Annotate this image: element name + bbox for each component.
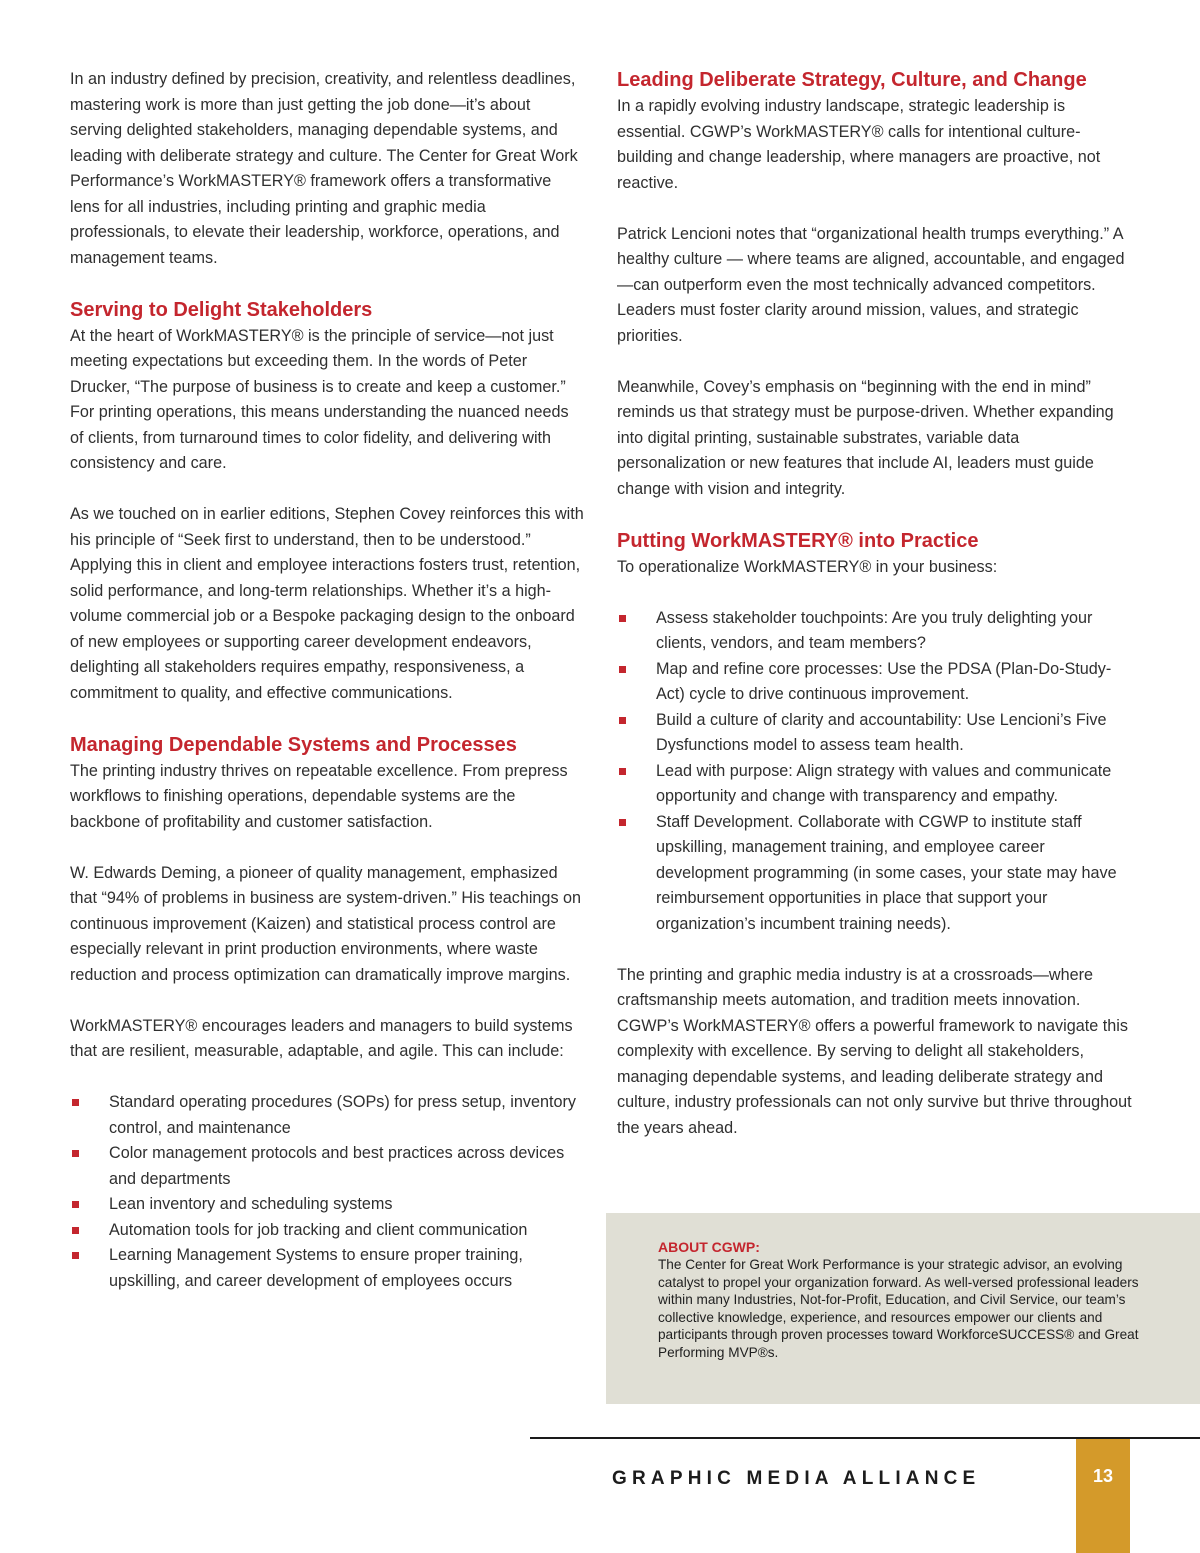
about-text: The Center for Great Work Performance is your strategic advisor, an evolving catalyst to propel your organization forward. As well-versed professional leaders within many Industries, Not-for-Profit, Education, and Civil Service, our team’s collective knowledge, experience, and resources empower our clients and participants through proven processes toward WorkforceSUCCESS® and Great Performing MVP®s.	[658, 1257, 1139, 1360]
page-number: 13	[1092, 1466, 1114, 1486]
page-number-tab	[1076, 1439, 1130, 1553]
systems-paragraph-3: WorkMASTERY® encourages leaders and managers to build systems that are resilient, measurable, adaptable, and agile. This can include:	[70, 1016, 573, 1060]
about-title: ABOUT CGWP:	[658, 1239, 760, 1255]
list-item-text: Map and refine core processes: Use the PDSA (Plan-Do-Study-Act) cycle to drive continuous improvement.	[656, 659, 1112, 703]
list-item-text: Lead with purpose: Align strategy with values and communicate opportunity and change with transparency and empathy.	[656, 761, 1112, 805]
about-cgwp-box	[606, 1213, 1200, 1404]
list-item-text: Build a culture of clarity and accountability: Use Lencioni’s Five Dysfunctions model to assess team health.	[656, 710, 1107, 754]
systems-bullet-list	[70, 1090, 585, 1294]
bullet-square-icon	[72, 1099, 79, 1106]
list-item-text: Assess stakeholder touchpoints: Are you truly delighting your clients, vendors, and team members?	[656, 608, 1093, 652]
right-column	[617, 67, 1132, 1141]
practice-bullet-list	[617, 606, 1132, 938]
bullet-square-icon	[619, 666, 626, 673]
list-item	[617, 708, 1132, 759]
list-item	[617, 810, 1132, 938]
bullet-square-icon	[619, 819, 626, 826]
serving-paragraph-2: As we touched on in earlier editions, Stephen Covey reinforces this with his principle of “Seek first to understand, then to be understood.” Applying this in client and employee interactions fosters trust, retention, solid performance, and long-term relationships. Whether it’s a high-volume commercial job or a Bespoke packaging design to the onboard of new employees or supporting career development endeavors, delighting all stakeholders requires empathy, responsiveness, a commitment to quality, and effective communications.	[70, 505, 584, 702]
list-item-text: Staff Development. Collaborate with CGWP to institute staff upskilling, management training, and employee career development programming (in some cases, your state may have reimbursement opportunities in place that support your organization’s incumbent training needs).	[656, 812, 1117, 933]
bullet-square-icon	[619, 768, 626, 775]
list-item	[70, 1141, 585, 1192]
serving-paragraph-1: At the heart of WorkMASTERY® is the principle of service—not just meeting expectations but exceeding them. In the words of Peter Drucker, “The purpose of business is to create and keep a customer.” For printing operations, this means understanding the nuanced needs of clients, from turnaround times to color fidelity, and delivering with consistency and care.	[70, 326, 569, 472]
list-item-text: Lean inventory and scheduling systems	[109, 1195, 393, 1213]
closing-paragraph: The printing and graphic media industry is at a crossroads—where craftsmanship meets automation, and tradition meets innovation. CGWP’s WorkMASTERY® offers a powerful framework to navigate this complexity with excellence. By serving to delight all stakeholders, managing dependable systems, and leading deliberate strategy and culture, industry professionals can not only survive but thrive throughout the years ahead.	[617, 965, 1132, 1137]
list-item	[617, 606, 1132, 657]
serving-heading: Serving to Delight Stakeholders	[70, 298, 373, 321]
systems-paragraph-1: The printing industry thrives on repeatable excellence. From prepress workflows to finishing operations, dependable systems are the backbone of profitability and customer satisfaction.	[70, 761, 568, 831]
intro-paragraph: In an industry defined by precision, creativity, and relentless deadlines, mastering work is more than just getting the job done—it’s about serving delighted stakeholders, managing dependable systems, and leading with deliberate strategy and culture. The Center for Great Work Performance’s WorkMASTERY® framework offers a transformative lens for all industries, including printing and graphic media professionals, to elevate their leadership, workforce, operations, and management teams.	[70, 70, 578, 267]
leading-paragraph-3: Meanwhile, Covey’s emphasis on “beginning with the end in mind” reminds us that strategy must be purpose-driven. Whether expanding into digital printing, sustainable substrates, variable data personalization or new features that include AI, leaders must guide change with vision and integrity.	[617, 377, 1114, 498]
list-item-text: Standard operating procedures (SOPs) for press setup, inventory control, and maintenance	[109, 1093, 576, 1137]
bullet-square-icon	[72, 1252, 79, 1259]
systems-heading: Managing Dependable Systems and Processes	[70, 733, 517, 756]
bullet-square-icon	[619, 615, 626, 622]
list-item	[70, 1218, 585, 1244]
left-column	[70, 67, 585, 1294]
bullet-square-icon	[72, 1150, 79, 1157]
list-item	[617, 657, 1132, 708]
list-item	[70, 1243, 585, 1294]
leading-heading: Leading Deliberate Strategy, Culture, and Change	[617, 69, 1087, 91]
publication-name: GRAPHIC MEDIA ALLIANCE	[612, 1468, 981, 1489]
systems-paragraph-2: W. Edwards Deming, a pioneer of quality management, emphasized that “94% of problems in business are system-driven.” His teachings on continuous improvement (Kaizen) and statistical process control are especially relevant in print production environments, where waste reduction and process optimization can dramatically improve margins.	[70, 863, 582, 984]
practice-paragraph-1: To operationalize WorkMASTERY® in your business:	[617, 557, 998, 576]
bullet-square-icon	[72, 1227, 79, 1234]
list-item	[70, 1090, 585, 1141]
bullet-square-icon	[619, 717, 626, 724]
list-item-text: Automation tools for job tracking and client communication	[109, 1220, 528, 1239]
leading-paragraph-1: In a rapidly evolving industry landscape, strategic leadership is essential. CGWP’s WorkMASTERY® calls for intentional culture-building and change leadership, where managers are proactive, not reactive.	[617, 97, 1101, 192]
list-item	[70, 1192, 585, 1218]
practice-heading: Putting WorkMASTERY® into Practice	[617, 529, 979, 552]
list-item-text: Color management protocols and best practices across devices and departments	[109, 1144, 565, 1188]
bullet-square-icon	[72, 1201, 79, 1208]
leading-paragraph-2: Patrick Lencioni notes that “organizational health trumps everything.” A healthy culture — where teams are aligned, accountable, and engaged—can outperform even the most technically advanced competitors. Leaders must foster clarity around mission, values, and strategic priorities.	[617, 224, 1125, 345]
list-item	[617, 759, 1132, 810]
list-item-text: Learning Management Systems to ensure proper training, upskilling, and career development of employees occurs	[109, 1246, 523, 1290]
